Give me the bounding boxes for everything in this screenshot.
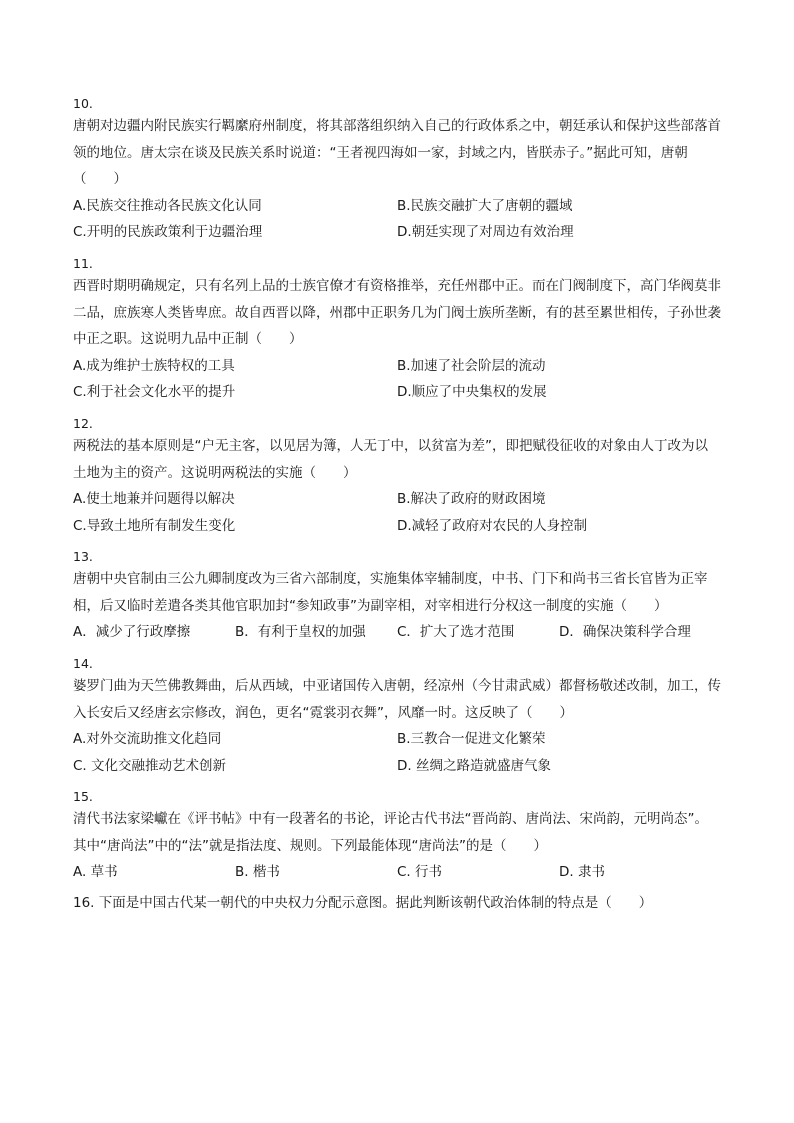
option-b[interactable]: B.解决了政府的财政困境 — [397, 491, 546, 507]
question-stem: 唐朝中央官制由三公九卿制度改为三省六部制度，实施集体宰辅制度，中书、门下和尚书三省长官皆为正宰相，后又临时差遣各类其他官职加封“参知政事”为副宰相，对宰相进行分权这一制度的实施（ ） — [73, 571, 708, 614]
question-14 — [73, 655, 721, 779]
options — [73, 193, 721, 246]
option-a[interactable]: A.对外交流助推文化趋同 — [73, 731, 222, 747]
option-d[interactable]: D.减轻了政府对农民的人身控制 — [397, 517, 588, 534]
options — [73, 859, 721, 886]
question-number: 10. — [73, 96, 93, 111]
options — [73, 619, 721, 646]
option-d[interactable]: D. 丝绸之路造就盛唐气象 — [397, 757, 551, 774]
question-10 — [73, 95, 721, 246]
question-number: 13. — [73, 549, 93, 564]
option-a[interactable]: A.民族交往推动各民族文化认同 — [73, 197, 262, 214]
options — [73, 353, 721, 406]
options — [73, 486, 721, 539]
option-c[interactable]: C. 行书 — [397, 864, 443, 880]
option-b[interactable]: B．有利于皇权的加强 — [235, 624, 366, 640]
option-a[interactable]: A.成为维护士族特权的工具 — [73, 357, 235, 374]
option-d[interactable]: D．确保决策科学合理 — [559, 624, 691, 640]
option-b[interactable]: B.民族交融扩大了唐朝的疆域 — [397, 197, 573, 214]
option-d[interactable]: D. 隶书 — [559, 864, 605, 880]
question-stem: 婆罗门曲为天竺佛教舞曲，后从西域，中亚诸国传入唐朝，经凉州（今甘肃武威）都督杨敬述改制，加工，传入长安后又经唐玄宗修改，润色，更名“霓裳羽衣舞”，风靡一时。这反映了（ ） — [73, 678, 721, 721]
question-11 — [73, 255, 721, 406]
option-a[interactable]: A．减少了行政摩擦 — [73, 624, 191, 640]
option-b[interactable]: B.加速了社会阶层的流动 — [397, 357, 546, 374]
question-stem: 16. 下面是中国古代某一朝代的中央权力分配示意图。据此判断该朝代政治体制的特点是（ ） — [73, 895, 653, 911]
question-stem: 唐朝对边疆内附民族实行羁縻府州制度，将其部落组织纳入自己的行政体系之中，朝廷承认和保护这些部落首领的地位。唐太宗在谈及民族关系时说道：“王者视四海如一家，封域之内，皆朕赤子。”据此可知，唐朝（ ） — [73, 118, 721, 187]
question-number: 14. — [73, 656, 93, 671]
options — [73, 726, 721, 779]
option-b[interactable]: B.三教合一促进文化繁荣 — [397, 731, 546, 747]
question-number: 11. — [73, 256, 93, 271]
question-stem: 西晋时期明确规定，只有名列上品的士族官僚才有资格推举，充任州郡中正。而在门阀制度下，高门华阀莫非二品，庶族寒人类皆卑庶。故自西晋以降，州郡中正职务几为门阀士族所垄断，有的甚至累世相传，子孙世袭中正之职。这说明九品中正制（ ） — [73, 278, 721, 347]
question-12 — [73, 415, 721, 539]
option-c[interactable]: C.利于社会文化水平的提升 — [73, 384, 236, 400]
question-13 — [73, 548, 721, 646]
question-16 — [73, 890, 721, 917]
question-number: 12. — [73, 416, 93, 431]
option-c[interactable]: C．扩大了选才范围 — [397, 624, 515, 640]
option-c[interactable]: C.导致土地所有制发生变化 — [73, 517, 236, 534]
option-c[interactable]: C. 文化交融推动艺术创新 — [73, 757, 227, 774]
option-d[interactable]: D.朝廷实现了对周边有效治理 — [397, 224, 574, 240]
option-b[interactable]: B. 楷书 — [235, 864, 280, 880]
question-stem: 清代书法家梁巘在《评书帖》中有一段著名的书论，评论古代书法“晋尚韵、唐尚法、宋尚韵，元明尚态”。其中“唐尚法”中的“法”就是指法度、规则。下列最能体现“唐尚法”的是（ ） — [73, 811, 708, 854]
question-number: 15. — [73, 789, 93, 804]
option-a[interactable]: A.使土地兼并问题得以解决 — [73, 491, 235, 507]
question-stem: 两税法的基本原则是“户无主客，以见居为簿，人无丁中，以贫富为差”，即把赋役征收的对象由人丁改为以土地为主的资产。这说明两税法的实施（ ） — [73, 438, 708, 481]
option-d[interactable]: D.顺应了中央集权的发展 — [397, 384, 547, 400]
option-c[interactable]: C.开明的民族政策利于边疆治理 — [73, 224, 263, 240]
question-15 — [73, 788, 721, 886]
option-a[interactable]: A. 草书 — [73, 864, 118, 880]
